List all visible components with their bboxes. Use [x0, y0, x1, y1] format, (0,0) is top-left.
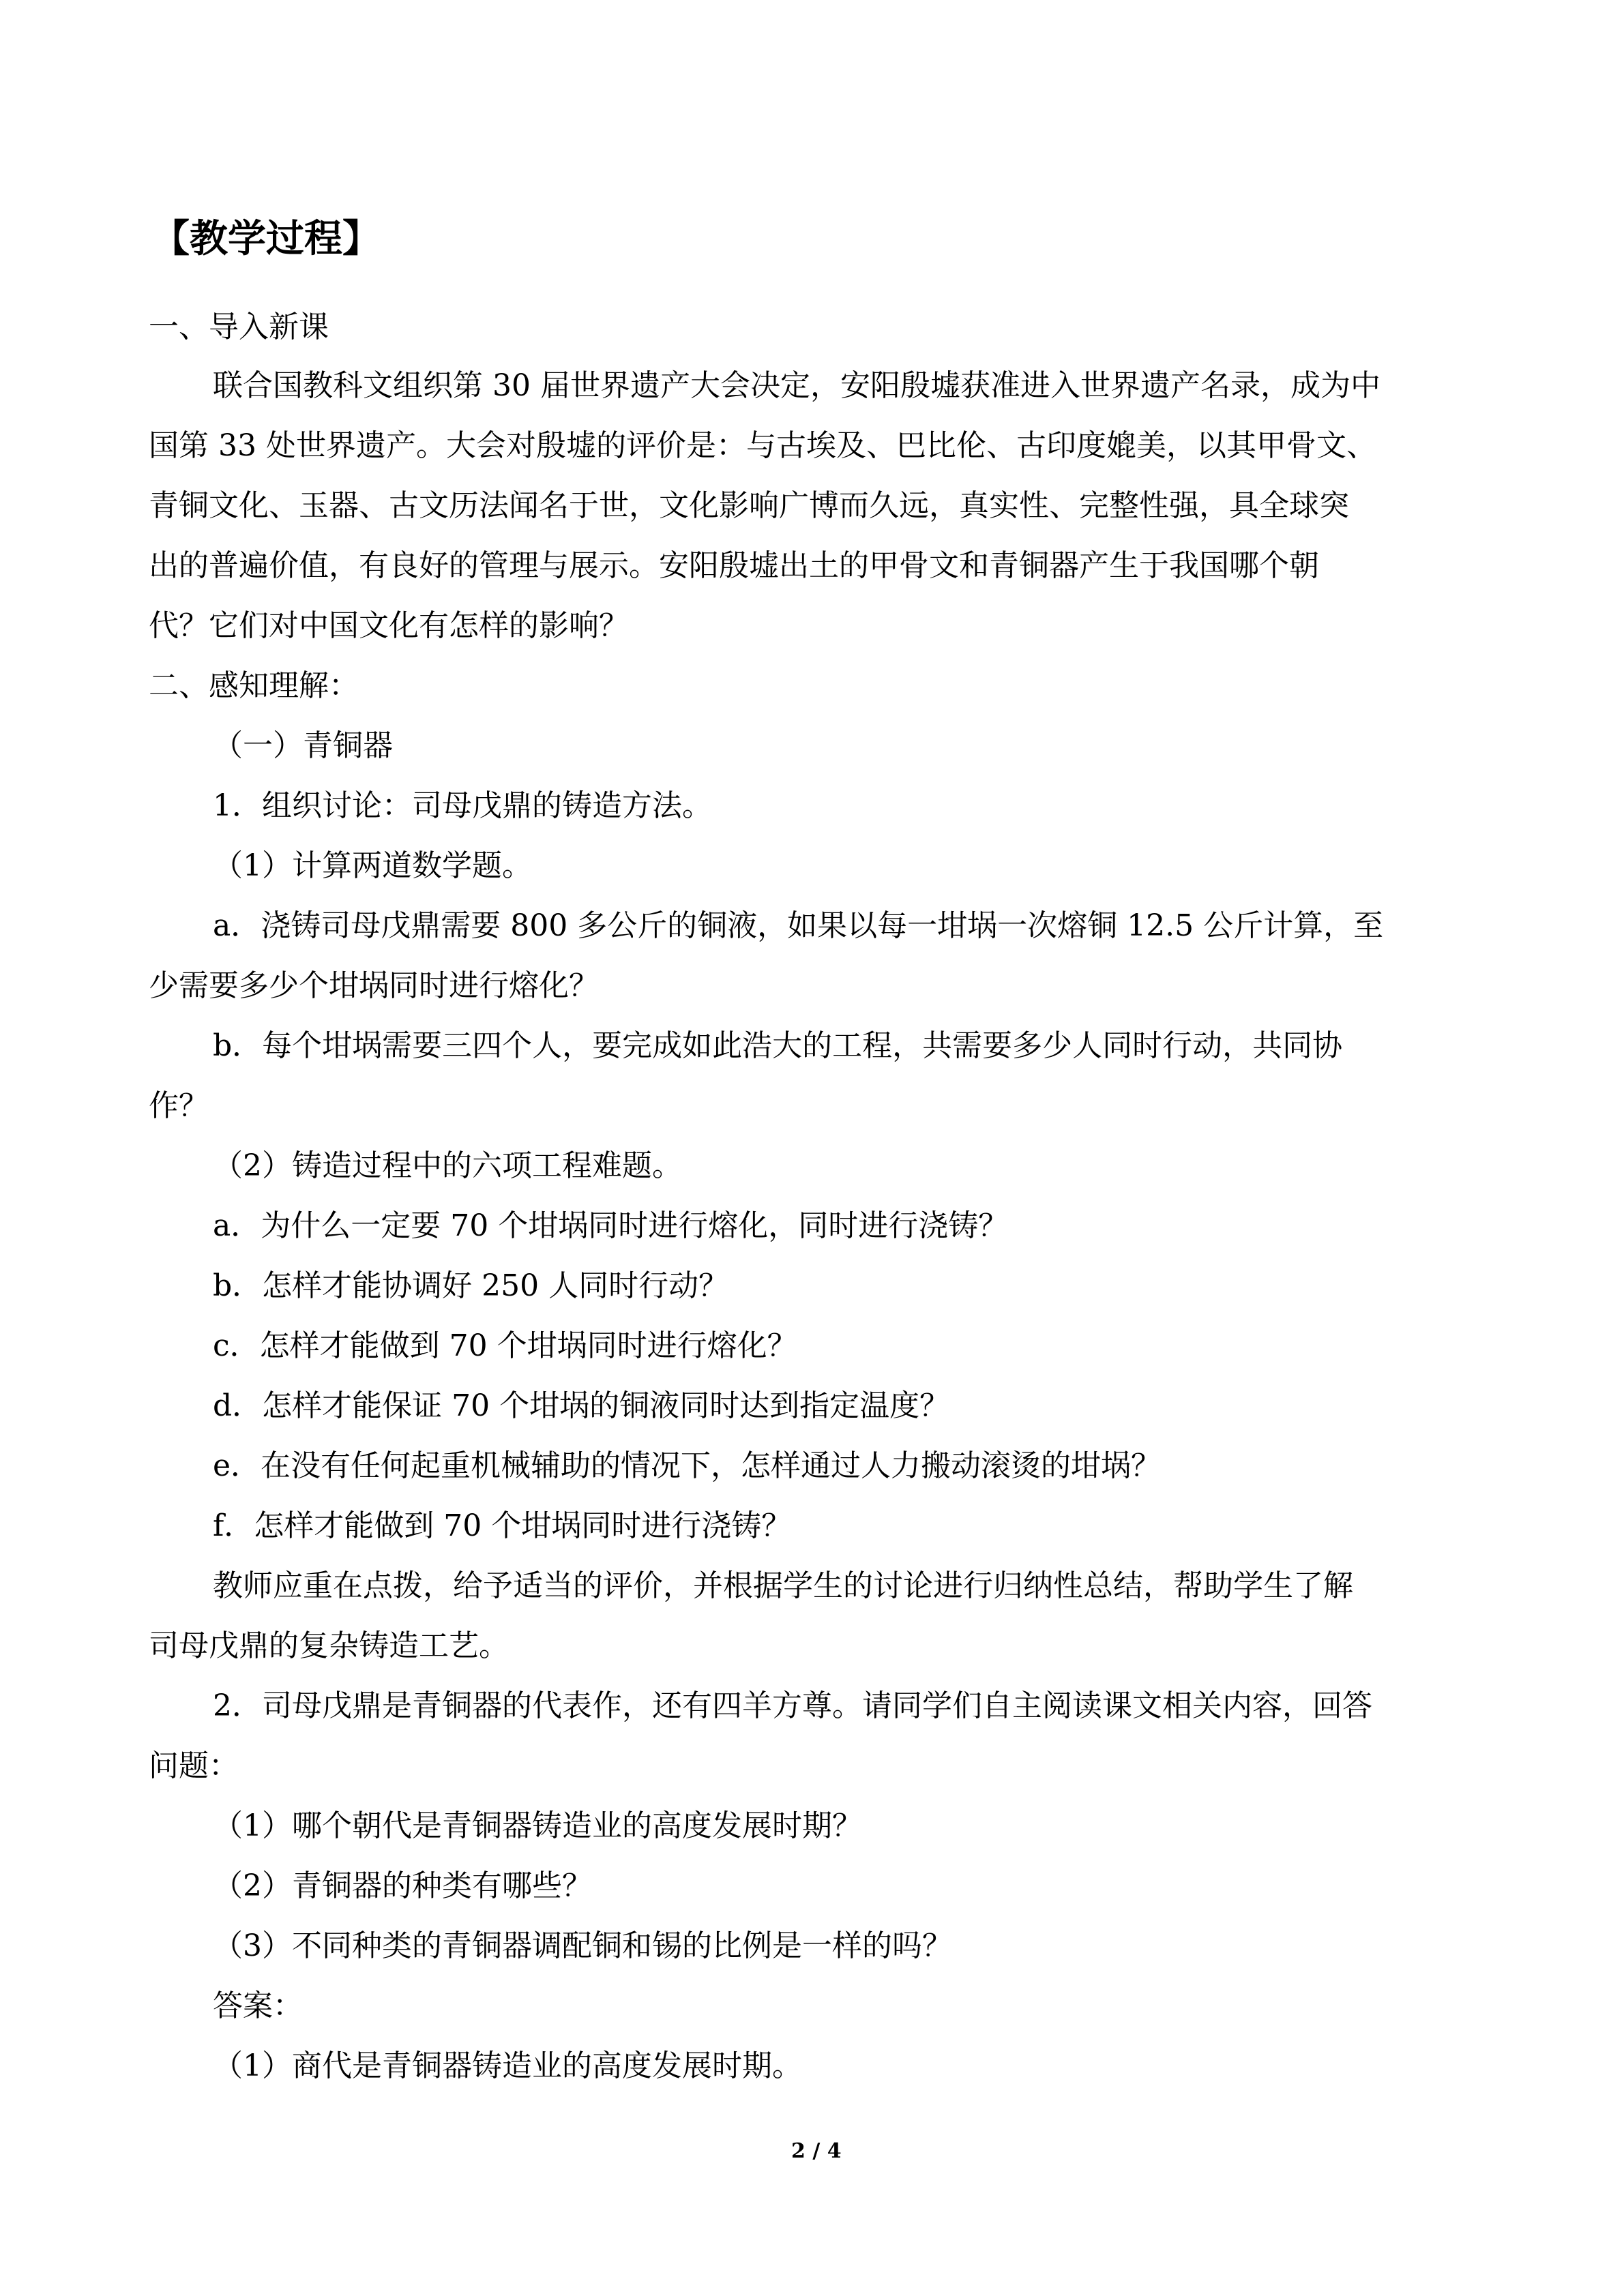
difficulty-item: e．在没有任何起重机械辅助的情况下，怎样通过人力搬动滚烫的坩埚？ [213, 1448, 1162, 1483]
subheading-bronze: （一）青铜器 [213, 728, 393, 763]
question-item: （3）不同种类的青铜器调配铜和锡的比例是一样的吗？ [213, 1928, 952, 1963]
section-title: 【教学过程】 [151, 216, 381, 261]
difficulty-item: f．怎样才能做到 70 个坩埚同时进行浇铸？ [213, 1508, 792, 1543]
paragraph-line: 出的普遍价值，有良好的管理与展示。安阳殷墟出土的甲骨文和青铜器产生于我国哪个朝 [149, 548, 1319, 583]
paragraph-line: 青铜文化、玉器、古文历法闻名于世，文化影响广博而久远，真实性、完整性强，具全球突 [149, 488, 1349, 523]
teacher-note-line: 司母戊鼎的复杂铸造工艺。 [149, 1628, 509, 1663]
heading-perception: 二、感知理解： [149, 668, 359, 703]
answer-label: 答案： [213, 1988, 303, 2023]
question-item: （2）青铜器的种类有哪些？ [213, 1868, 592, 1903]
paragraph-line: 代？它们对中国文化有怎样的影响？ [149, 608, 629, 643]
item-2-line: 问题： [149, 1748, 239, 1783]
question-item: （1）哪个朝代是青铜器铸造业的高度发展时期？ [213, 1808, 862, 1843]
difficulty-item: c．怎样才能做到 70 个坩埚同时进行熔化？ [213, 1328, 797, 1363]
paragraph-line: 联合国教科文组织第 30 届世界遗产大会决定，安阳殷墟获准进入世界遗产名录，成为中 [213, 368, 1381, 403]
difficulty-item: a．为什么一定要 70 个坩埚同时进行熔化，同时进行浇铸？ [213, 1208, 1009, 1243]
item-2-line: 2．司母戊鼎是青铜器的代表作，还有四羊方尊。请同学们自主阅读课文相关内容，回答 [213, 1688, 1372, 1723]
question-a-line: 少需要多少个坩埚同时进行熔化？ [149, 968, 599, 1003]
page-number: 2 / 4 [791, 2139, 842, 2163]
answer-item: （1）商代是青铜器铸造业的高度发展时期。 [213, 2048, 802, 2083]
question-a-line: a．浇铸司母戊鼎需要 800 多公斤的铜液，如果以每一坩埚一次熔铜 12.5 公斤计算，至 [213, 908, 1384, 943]
difficulty-item: d．怎样才能保证 70 个坩埚的铜液同时达到指定温度？ [213, 1388, 950, 1423]
paragraph-line: 国第 33 处世界遗产。大会对殷墟的评价是：与古埃及、巴比伦、古印度媲美，以其甲骨文、 [149, 428, 1376, 463]
question-b-line: 作？ [149, 1088, 209, 1123]
question-b-line: b．每个坩埚需要三四个人，要完成如此浩大的工程，共需要多少人同时行动，共同协 [213, 1028, 1343, 1063]
difficulty-item: b．怎样才能协调好 250 人同时行动？ [213, 1268, 729, 1303]
item-1-2: （2）铸造过程中的六项工程难题。 [213, 1148, 682, 1183]
heading-intro: 一、导入新课 [149, 310, 329, 344]
item-1-1: （1）计算两道数学题。 [213, 848, 532, 883]
item-1: 1．组织讨论：司母戊鼎的铸造方法。 [213, 788, 712, 823]
teacher-note-line: 教师应重在点拨，给予适当的评价，并根据学生的讨论进行归纳性总结，帮助学生了解 [213, 1568, 1353, 1603]
